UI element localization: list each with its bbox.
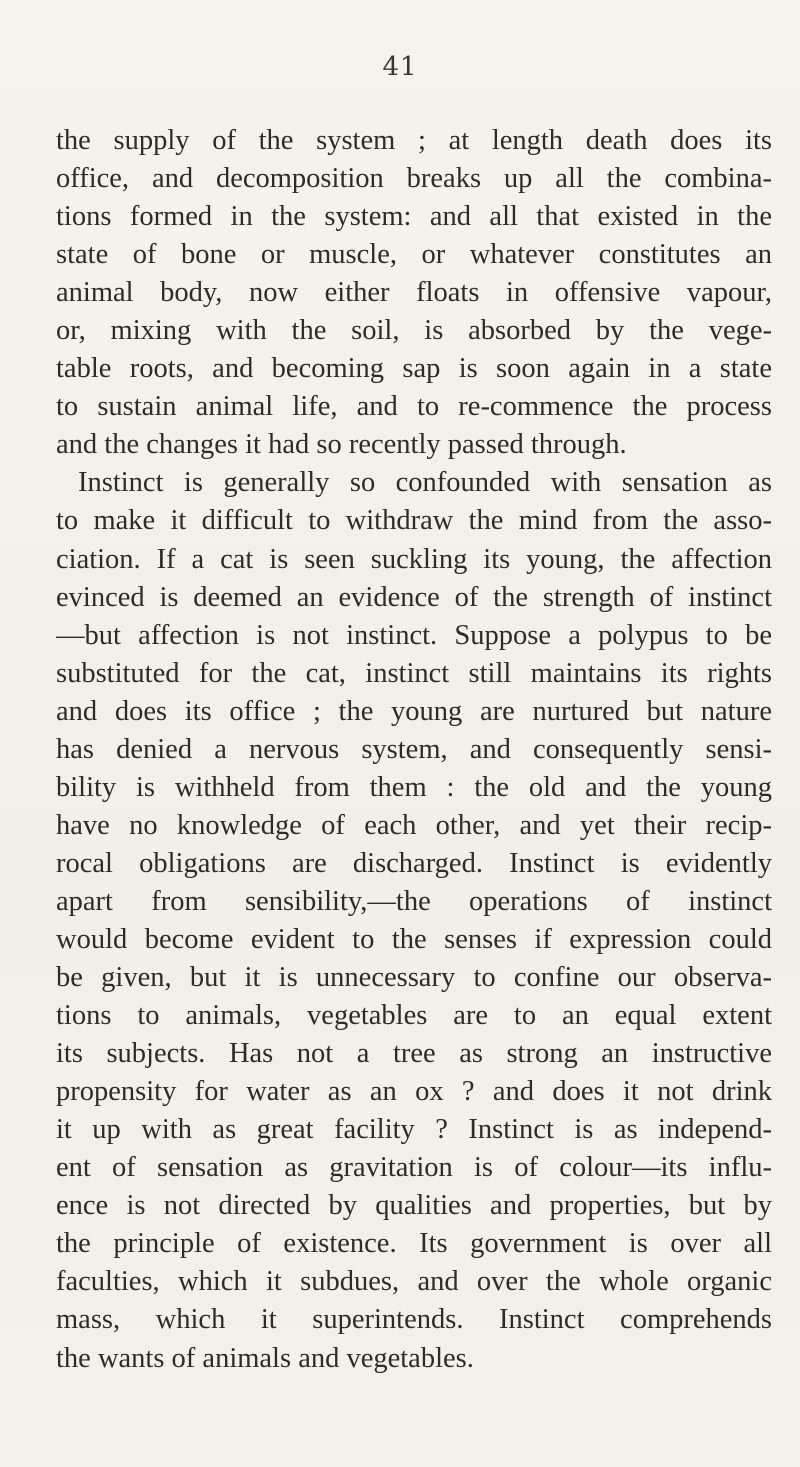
text-line: has denied a nervous system, and consequently sensi- [56, 733, 772, 765]
text-line: would become evident to the senses if expression could [56, 923, 772, 955]
text-line: Instinct is generally so confounded with sensation as [78, 467, 772, 499]
text-line: rocal obligations are discharged. Instinct is evidently [56, 847, 772, 879]
text-line: office, and decomposition breaks up all the combina- [56, 163, 772, 195]
body-text [56, 122, 772, 1378]
text-line: tions formed in the system: and all that existed in the [56, 201, 772, 233]
text-line: evinced is deemed an evidence of the strength of instinct [56, 581, 772, 613]
text-line: ence is not directed by qualities and properties, but by [56, 1190, 772, 1222]
text-line: ciation. If a cat is seen suckling its young, the affection [56, 543, 772, 575]
text-line: have no knowledge of each other, and yet their recip- [56, 809, 772, 841]
text-line: substituted for the cat, instinct still maintains its rights [56, 657, 772, 689]
text-line: animal body, now either floats in offensive vapour, [56, 277, 772, 309]
text-line: table roots, and becoming sap is soon again in a state [56, 353, 772, 385]
text-line: be given, but it is unnecessary to confine our observa- [56, 962, 772, 994]
text-line: apart from sensibility,—the operations of instinct [56, 885, 772, 917]
text-line: bility is withheld from them : the old and the young [56, 771, 772, 803]
text-line: ent of sensation as gravitation is of colour—its influ- [56, 1152, 772, 1184]
text-line: or, mixing with the soil, is absorbed by the vege- [56, 315, 772, 347]
text-line: tions to animals, vegetables are to an equal extent [56, 1000, 772, 1032]
text-line: the supply of the system ; at length death does its [56, 125, 772, 156]
text-line: propensity for water as an ox ? and does it not drink [56, 1076, 772, 1108]
text-line: and the changes it had so recently passed through. [56, 429, 627, 461]
text-line: to sustain animal life, and to re-commence the process [56, 391, 772, 423]
text-line: its subjects. Has not a tree as strong an instructive [56, 1038, 772, 1070]
text-line: —but affection is not instinct. Suppose a polypus to be [56, 619, 772, 651]
text-line: the wants of animals and vegetables. [56, 1342, 474, 1374]
text-line: state of bone or muscle, or whatever constitutes an [56, 239, 772, 271]
text-line: the principle of existence. Its government is over all [56, 1228, 772, 1260]
text-line: and does its office ; the young are nurtured but nature [56, 695, 772, 727]
page-number: 41 [382, 52, 418, 82]
text-line: mass, which it superintends. Instinct comprehends [56, 1304, 772, 1336]
text-line: it up with as great facility ? Instinct is as independ- [56, 1114, 772, 1146]
text-line: to make it difficult to withdraw the mind from the asso- [56, 505, 772, 537]
text-line: faculties, which it subdues, and over the whole organic [56, 1266, 772, 1298]
